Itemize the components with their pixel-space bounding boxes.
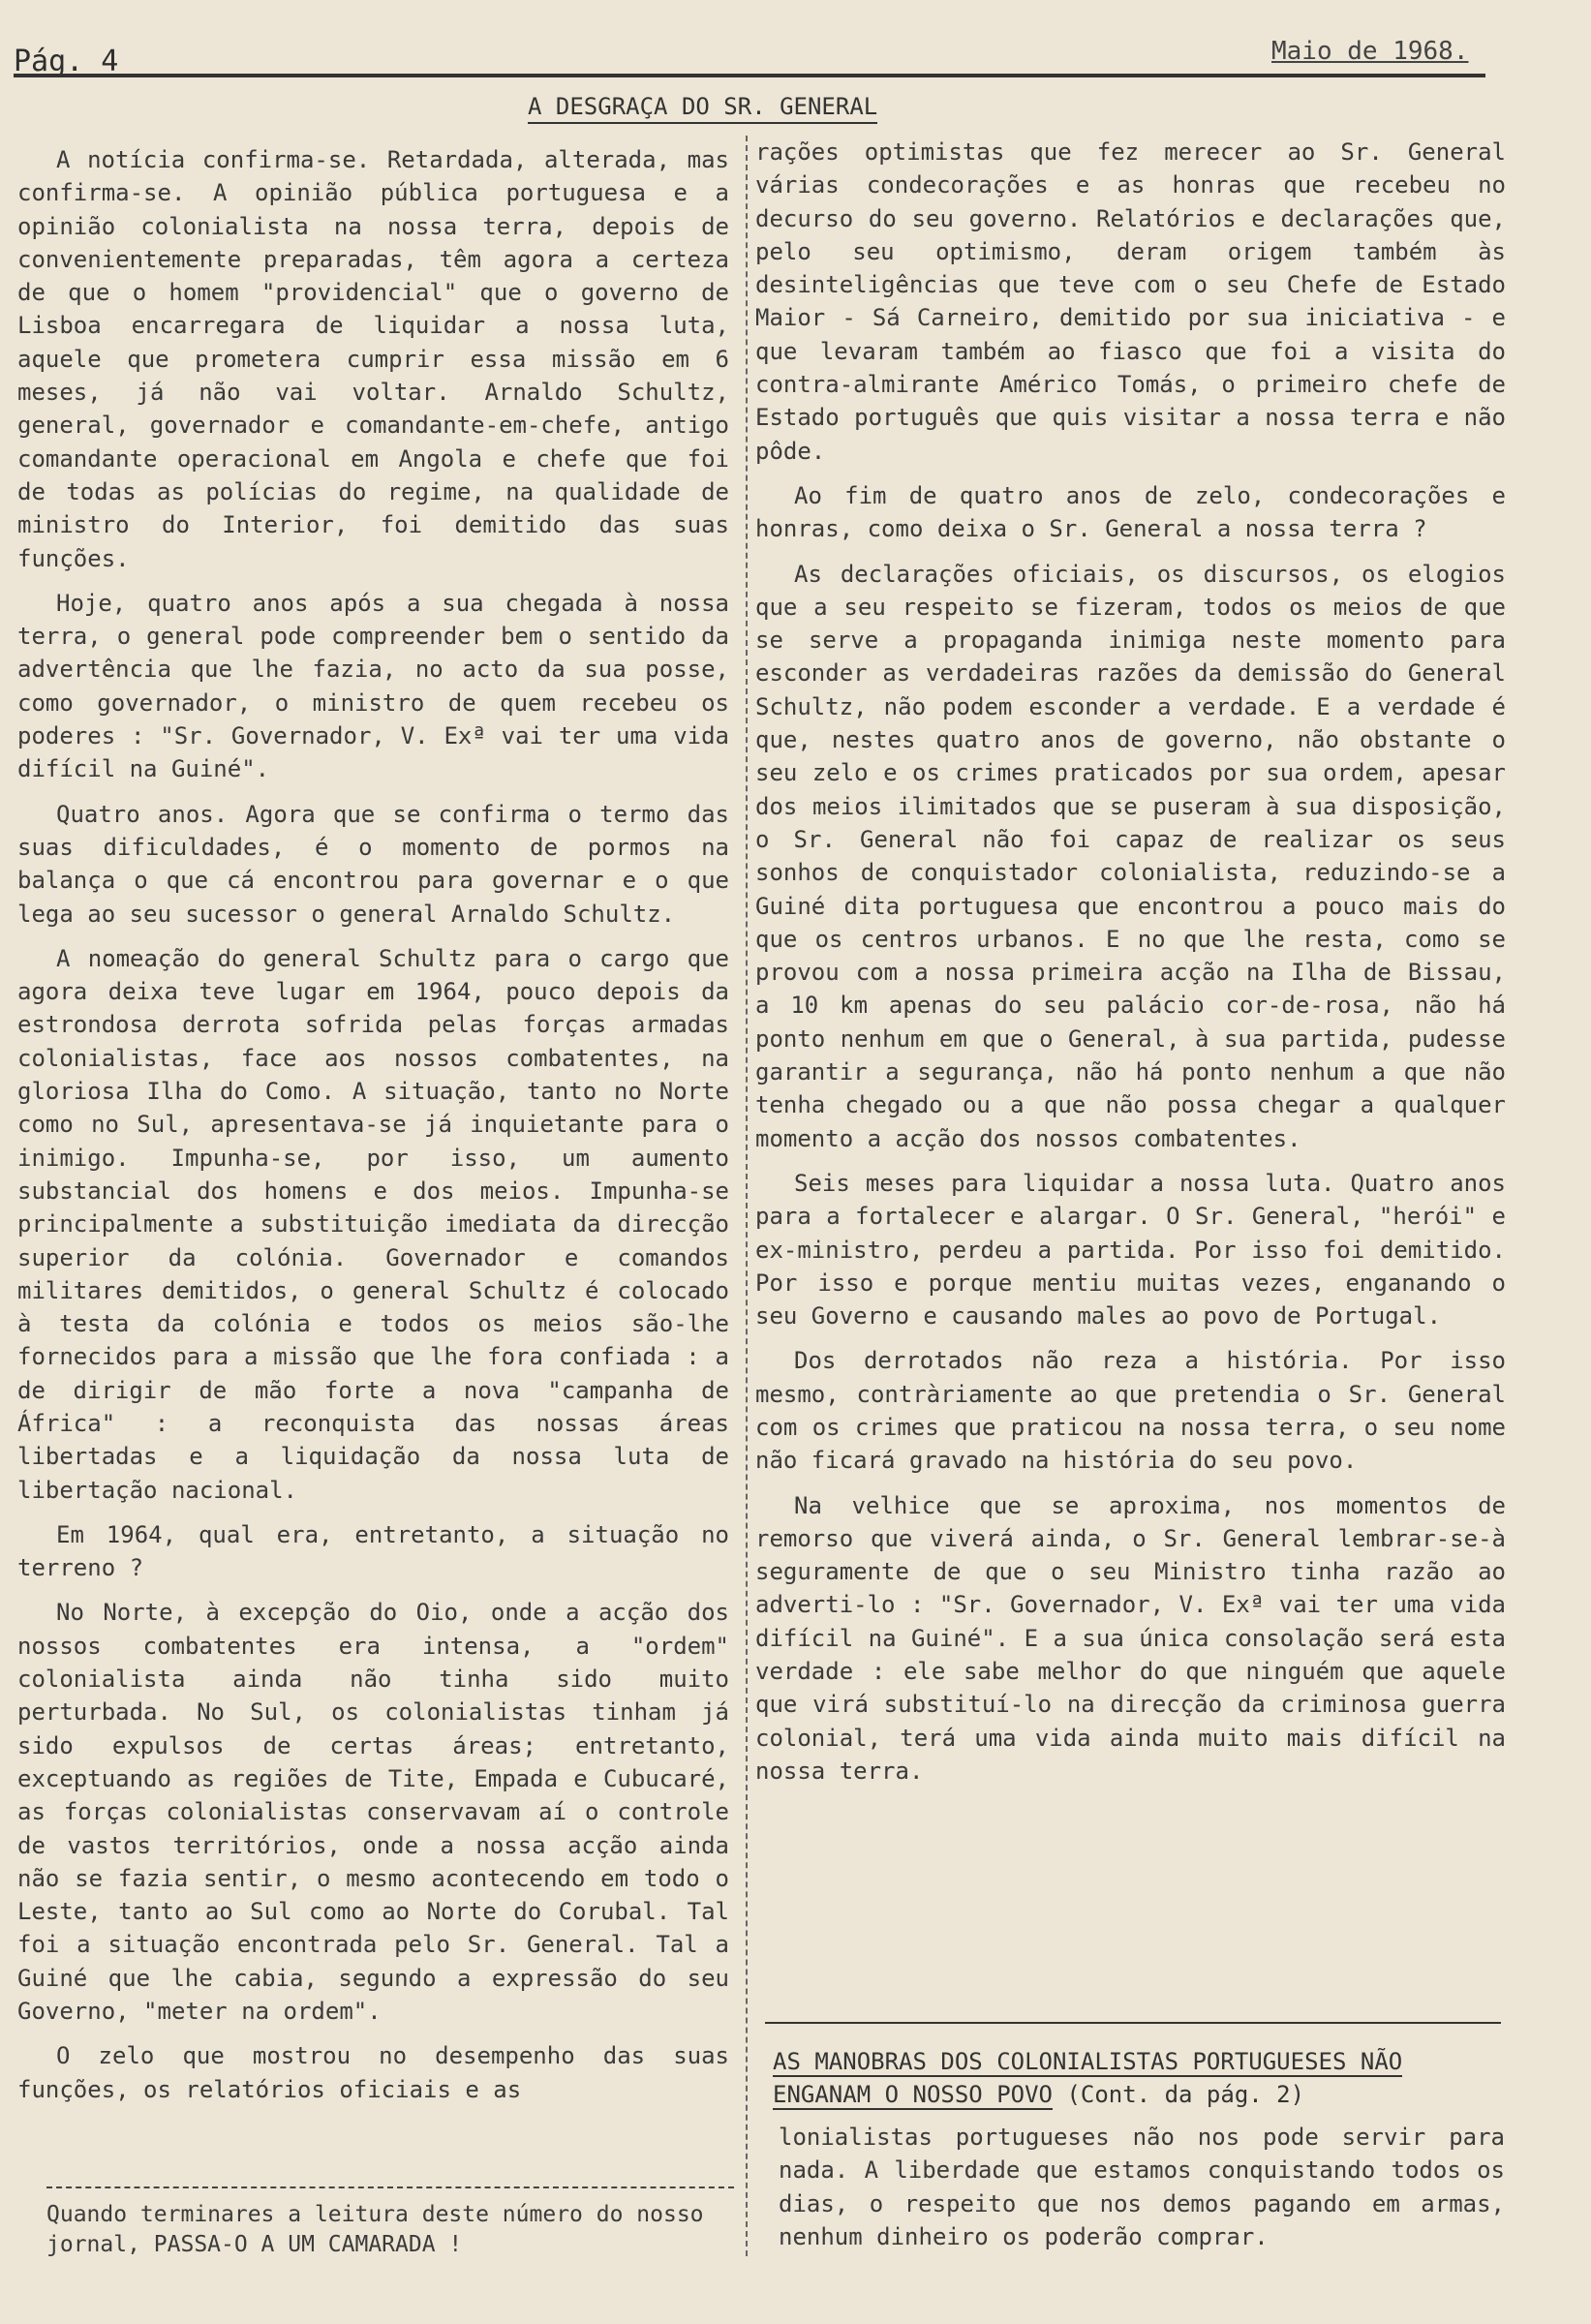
paragraph: O zelo que mostrou no desempenho das suas funções, os relatórios oficiais e as — [17, 2042, 729, 2103]
header-rule — [14, 74, 1485, 77]
paragraph: Ao fim de quatro anos de zelo, condecorações e honras, como deixa o Sr. General a nossa terra ? — [755, 481, 1506, 543]
paragraph: Seis meses para liquidar a nossa luta. Quatro anos para a fortalecer e alargar. O Sr. General, "herói" e ex-ministro, perdeu a partida. Por isso foi demitido. Por isso e porque mentiu muitas vezes, enganando o seu Governo e causando males ao povo de Portugal. — [755, 1169, 1506, 1330]
continuation-heading — [773, 2045, 1509, 2111]
article-title: A DESGRAÇA DO SR. GENERAL — [528, 93, 877, 124]
footer-box-text: Quando terminares a leitura deste número do nosso jornal, PASSA-O A UM CAMARADA ! — [46, 2202, 704, 2257]
continuation-ref: (Cont. da pág. 2) — [1066, 2081, 1305, 2108]
paragraph: A nomeação do general Schultz para o cargo que agora deixa teve lugar em 1964, pouco depois da estrondosa derrota sofrida pelas forças armadas colonialistas, face aos nossos combatentes, na gloriosa Ilha do Como. A situação, tanto no Norte como no Sul, apresentava-se já inquietante para o inimigo. Impunha-se, por isso, um aumento substancial dos homens e dos meios. Impunha-se principalmente a substituição imediata da direcção superior da colónia. Governador e comandos militares demitidos, o general Schultz é colocado à testa da colónia e todos os meios são-lhe fornecidos para a missão que lhe fora confiada : a de dirigir de mão forte a nova "campanha de África" : a reconquista das nossas áreas libertadas e a liquidação da nossa luta de libertação nacional. — [17, 944, 729, 1504]
paragraph: Dos derrotados não reza a história. Por isso mesmo, contràriamente ao que pretendia o Sr. General com os crimes que praticou na nossa terra, o seu nome não ficará gravado na história do seu povo. — [755, 1347, 1506, 1475]
paragraph: Na velhice que se aproxima, nos momentos de remorso que viverá ainda, o Sr. General lembrar-se-à seguramente de que o seu Ministro tinha razão ao adverti-lo : "Sr. Governador, V. Exª vai ter uma vida difícil na Guiné". E a sua única consolação será esta verdade : ele sabe melhor do que ninguém que aquele que virá substituí-lo na direcção da criminosa guerra colonial, terá uma vida ainda muito mais difícil na nossa terra. — [755, 1491, 1506, 1785]
paragraph: Hoje, quatro anos após a sua chegada à nossa terra, o general pode compreender bem o sentido da advertência que lhe fazia, no acto da sua posse, como governador, o ministro de quem recebeu os poderes : "Sr. Governador, V. Exª vai ter uma vida difícil na Guiné". — [17, 589, 729, 783]
continuation-top-rule — [765, 2022, 1501, 2024]
right-column — [755, 136, 1506, 1799]
paragraph: rações optimistas que fez merecer ao Sr. General várias condecorações e as honras que recebeu no decurso do seu governo. Relatórios e declarações que, pelo seu optimismo, deram origem também às desinteligências que teve com o seu Chefe de Estado Maior - Sá Carneiro, demitido por sua iniciativa - e que levaram também ao fiasco que foi a visita do contra-almirante Américo Tomás, o primeiro chefe de Estado português que quis visitar a nossa terra e não pôde. — [755, 138, 1506, 465]
paragraph: As declarações oficiais, os discursos, os elogios que a seu respeito se fizeram, todos os meios de que se serve a propaganda inimiga neste momento para esconder as verdadeiras razões da demissão do General Schultz, não podem esconder a verdade. E a verdade é que, nestes quatro anos de governo, não obstante o seu zelo e os crimes praticados por sua ordem, apesar dos meios ilimitados que se puseram à sua disposição, o Sr. General não foi capaz de realizar os seus sonhos de conquistador colonialista, reduzindo-se a Guiné dita portuguesa que encontrou a pouco mais do que os centros urbanos. E no que lhe resta, como se provou com a nossa primeira acção na Ilha de Bissau, a 10 km apenas do seu palácio cor-de-rosa, não há ponto nenhum em que o General, à sua partida, pudesse garantir a segurança, não há ponto nenhum a que não tenha chegado ou a que não possa chegar a qualquer momento a acção dos nossos combatentes. — [755, 560, 1506, 1152]
continuation-text: lonialistas portugueses não nos pode servir para nada. A liberdade que estamos conquistando todos os dias, o respeito que nos demos pagando em armas, nenhum dinheiro os poderão comprar. — [779, 2124, 1505, 2250]
paragraph: No Norte, à excepção do Oio, onde a acção dos nossos combatentes era intensa, a "ordem" colonialista ainda não tinha sido muito perturbada. No Sul, os colonialistas tinham já sido expulsos de certas áreas; entretanto, exceptuando as regiões de Tite, Empada e Cubucaré, as forças colonialistas conservavam aí o controle de vastos territórios, onde a nossa acção ainda não se fazia sentir, o mesmo acontecendo em todo o Leste, tanto ao Sul como ao Norte do Corubal. Tal foi a situação encontrada pelo Sr. General. Tal a Guiné que lhe cabia, segundo a expressão do seu Governo, "meter na ordem". — [17, 1599, 729, 2026]
issue-date: Maio de 1968. — [1271, 37, 1469, 66]
left-column — [17, 143, 729, 2118]
paragraph: Em 1964, qual era, entretanto, a situação no terreno ? — [17, 1520, 729, 1582]
footer-box-rule — [46, 2186, 734, 2188]
continuation-heading-text: AS MANOBRAS DOS COLONIALISTAS PORTUGUESES NÃO ENGANAM O NOSSO POVO — [773, 2048, 1403, 2108]
paragraph: Quatro anos. Agora que se confirma o termo das suas dificuldades, é o momento de pormos na balança o que cá encontrou para governar e o que lega ao seu sucessor o general Arnaldo Schultz. — [17, 800, 729, 928]
page-number: Pág. 4 — [14, 45, 119, 78]
paragraph: A notícia confirma-se. Retardada, alterada, mas confirma-se. A opinião pública portuguesa e a opinião colonialista na nossa terra, depois de convenientemente preparadas, têm agora a certeza de que o homem "providencial" que o governo de Lisboa encarregara de liquidar a nossa luta, aquele que prometera cumprir essa missão em 6 meses, já não vai voltar. Arnaldo Schultz, general, governador e comandante-em-chefe, antigo comandante operacional em Angola e chefe que foi de todas as polícias do regime, na qualidade de ministro do Interior, foi demitido das suas funções. — [17, 146, 729, 572]
column-divider — [746, 136, 748, 2256]
